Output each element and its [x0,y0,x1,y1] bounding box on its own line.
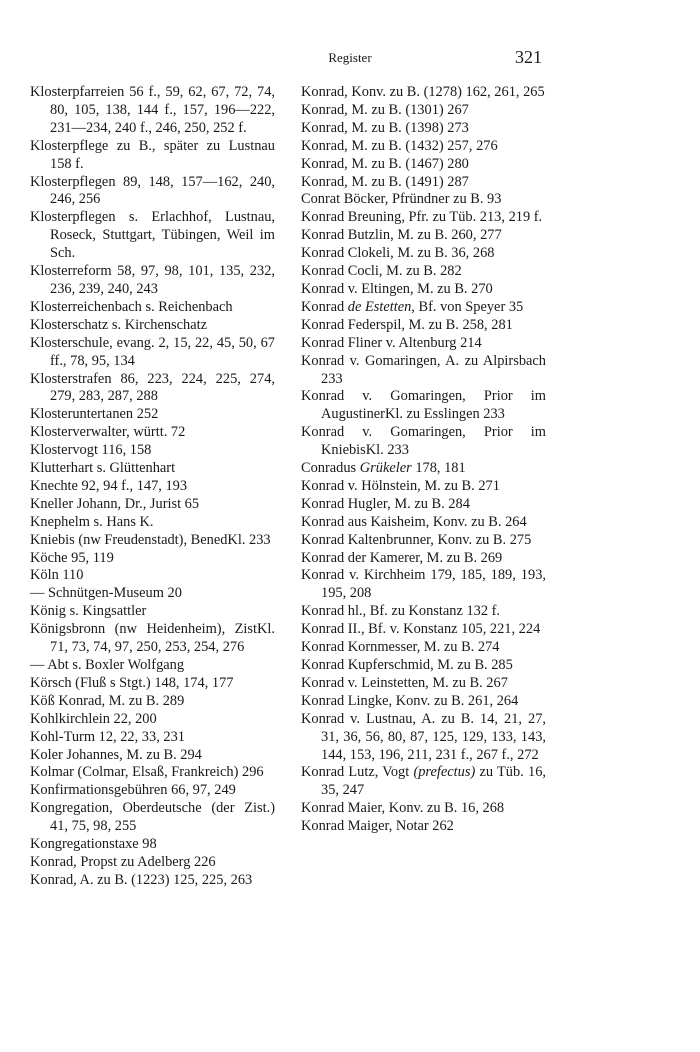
index-entry: Konrad, M. zu B. (1432) 257, 276 [301,137,498,154]
index-entry-italic: Grükeler [359,460,412,477]
index-entry: Köß Konrad, M. zu B. 289 [30,692,185,709]
index-entry: — Schnütgen-Museum 20 [30,585,182,602]
index-entry: Konrad Kornmesser, M. zu B. 274 [301,639,500,656]
index-entry: Köln 110 [30,567,84,584]
index-entry-before: Konrad Lutz, Vogt [301,764,414,781]
index-entry: Klosterverwalter, württ. 72 [30,424,186,441]
index-entry: Konrad, M. zu B. (1467) 280 [301,155,469,172]
index-entry: Klosterpflegen s. Erlachhof, Lustnau, Roseck, Stuttgart, Tübingen, Weil im Sch. [30,209,275,262]
index-entry: Klosterpflegen 89, 148, 157—162, 240, 246, 256 [30,173,275,208]
index-entry-italic: de Estetten, [347,298,415,315]
index-entry [301,299,546,317]
index-entry: Klosterreichenbach s. Reichenbach [30,298,233,315]
index-entry: Konrad v. Eltingen, M. zu B. 270 [301,280,493,297]
index-entry: — Abt s. Boxler Wolfgang [30,657,185,673]
index-entry: Konrad v. Gomaringen, A. zu Alpirsbach 233 [301,352,546,387]
index-entry: Konrad v. Gomaringen, Prior im AugustinerKl. zu Esslingen 233 [301,388,546,423]
index-column-left [30,84,275,890]
index-entry: Konrad, Konv. zu B. (1278) 162, 261, 265 [301,84,545,100]
index-entry: Konrad, M. zu B. (1398) 273 [301,119,469,136]
index-entry: Konrad Lingke, Konv. zu B. 261, 264 [301,692,519,709]
index-entry: Konrad aus Kaisheim, Konv. zu B. 264 [301,513,527,530]
index-entry: König s. Kingsattler [30,603,147,620]
index-entry: Knechte 92, 94 f., 147, 193 [30,477,188,494]
index-entry: Konrad Clokeli, M. zu B. 36, 268 [301,245,495,262]
running-header-title: Register [328,50,372,65]
index-entry: Konrad hl., Bf. zu Konstanz 132 f. [301,603,501,620]
index-entry: Klostervogt 116, 158 [30,442,152,459]
index-entry: Konrad Hugler, M. zu B. 284 [301,495,470,512]
index-entry: Koler Johannes, M. zu B. 294 [30,746,202,763]
index-entry: Kneller Johann, Dr., Jurist 65 [30,495,200,512]
index-entry: Konrad, M. zu B. (1301) 267 [301,101,469,118]
index-entry: Knephelm s. Hans K. [30,513,154,530]
index-entry: Konrad Federspil, M. zu B. 258, 281 [301,316,513,333]
index-entry-before: Konrad [301,298,348,315]
index-entry: Konrad Butzlin, M. zu B. 260, 277 [301,227,502,244]
index-entry-italic: (prefectus) [413,764,476,781]
index-entry: Konrad Maiger, Notar 262 [301,818,454,835]
index-entry: Klosterreform 58, 97, 98, 101, 135, 232, 236, 239, 240, 243 [30,263,275,297]
index-entry-after: 178, 181 [411,460,466,477]
index-entry: Konrad v. Gomaringen, Prior im KniebisKl. 233 [301,424,546,459]
index-entry: Konrad der Kamerer, M. zu B. 269 [301,549,503,566]
index-entry: Klosterschatz s. Kirchenschatz [30,316,208,333]
index-entry: Konrad Maier, Konv. zu B. 16, 268 [301,800,505,817]
index-entry: Konrad Cocli, M. zu B. 282 [301,263,462,280]
index-entry-after: Bf. von Speyer 35 [414,298,524,315]
index-entry: Konrad II., Bf. v. Konstanz 105, 221, 224 [301,621,541,638]
index-entry: Kolmar (Colmar, Elsaß, Frankreich) 296 [30,764,264,781]
index-entry: Konrad v. Kirchheim 179, 185, 189, 193, 195, 208 [301,567,546,602]
index-entry: Klosterschule, evang. 2, 15, 22, 45, 50, 67 ff., 78, 95, 134 [30,334,275,369]
index-entry [301,764,546,800]
index-entry: Konrad Fliner v. Altenburg 214 [301,334,482,351]
index-entry: Körsch (Fluß s Stgt.) 148, 174, 177 [30,674,234,691]
index-entry: Konrad Kaltenbrunner, Konv. zu B. 275 [301,531,532,548]
index-entry: Köche 95, 119 [30,549,114,566]
index-entry: Klosterpflege zu B., später zu Lustnau 158 f. [30,137,275,172]
index-entry: Konrad Breuning, Pfr. zu Tüb. 213, 219 f. [301,209,543,226]
index-entry: Klosteruntertanen 252 [30,406,159,423]
index-entry-before: Conradus [301,460,360,477]
index-entry: Konrad v. Hölnstein, M. zu B. 271 [301,477,500,494]
index-entry: Kongregationstaxe 98 [30,836,157,853]
page-number: 321 [515,47,542,67]
index-entry: Klutterhart s. Glüttenhart [30,460,176,477]
index-column-right [301,84,546,836]
index-entry: Kniebis (nw Freudenstadt), BenedKl. 233 [30,531,271,548]
index-entry: Konrad v. Leinstetten, M. zu B. 267 [301,674,508,691]
index-entry-after: zu Tüb. 16, 35, 247 [321,764,546,799]
index-entry: Konrad v. Lustnau, A. zu B. 14, 21, 27, 31, 36, 56, 80, 87, 125, 129, 133, 143, 144, 153, 196, 211, 231 f., 267 f., 272 [301,710,546,763]
index-entry: Kohl-Turm 12, 22, 33, 231 [30,728,185,745]
index-entry: Konrad Kupferschmid, M. zu B. 285 [301,657,513,673]
index-entry: Conrat Böcker, Pfründner zu B. 93 [301,191,502,208]
index-entry: Kohlkirchlein 22, 200 [30,710,157,727]
index-entry: Konrad, M. zu B. (1491) 287 [301,173,469,190]
index-entry: Kongregation, Oberdeutsche (der Zist.) 41, 75, 98, 255 [30,800,275,835]
index-entry: Konrad, A. zu B. (1223) 125, 225, 263 [30,871,253,888]
index-entry: Konrad, Propst zu Adelberg 226 [30,853,216,870]
index-entry: Königsbronn (nw Heidenheim), ZistKl. 71, 73, 74, 97, 250, 253, 254, 276 [30,621,275,656]
index-entry: Konfirmationsgebühren 66, 97, 249 [30,782,236,799]
index-entry [301,460,546,478]
index-entry: Klosterstrafen 86, 223, 224, 225, 274, 279, 283, 287, 288 [30,370,275,405]
index-entry: Klosterpfarreien 56 f., 59, 62, 67, 72, 74, 80, 105, 138, 144 f., 157, 196—222, 231—234, 240 f., 246, 250, 252 f. [30,84,275,136]
